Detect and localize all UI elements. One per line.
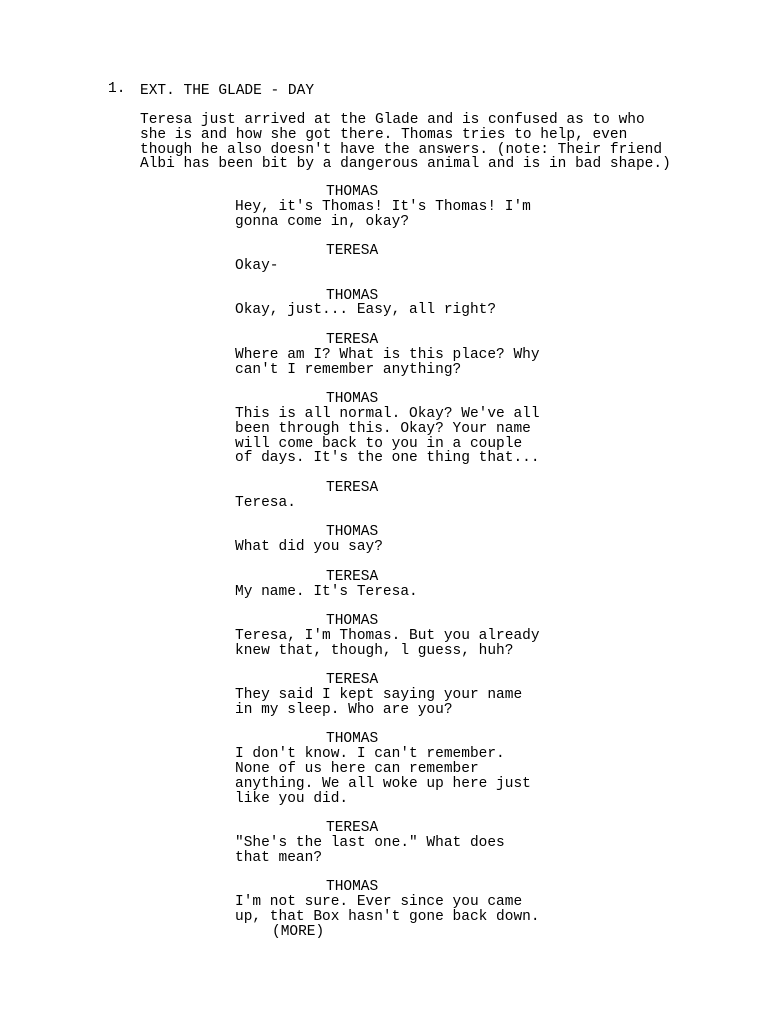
- dialogue-block: [235, 525, 715, 555]
- dialogue-block: [235, 333, 715, 377]
- dialogue-block: [235, 821, 715, 865]
- dialogue-block: [235, 185, 715, 229]
- character-name: TERESA: [326, 672, 379, 689]
- character-name: THOMAS: [326, 524, 379, 541]
- dialogue-line: Teresa, I'm Thomas. But you already knew that, though, l guess, huh?: [235, 627, 540, 659]
- dialogue-block: [235, 392, 715, 466]
- character-name: TERESA: [326, 479, 379, 496]
- character-name: THOMAS: [326, 184, 379, 200]
- dialogue-line: My name. It's Teresa.: [235, 583, 418, 600]
- dialogue-block: [235, 614, 715, 658]
- dialogue-block: [235, 289, 715, 319]
- more-continuation: (MORE): [272, 923, 325, 940]
- dialogue-block: [235, 244, 715, 274]
- dialogue-block: [235, 673, 715, 717]
- dialogue-line: Where am I? What is this place? Why can't I remember anything?: [235, 346, 540, 378]
- character-name: TERESA: [326, 243, 379, 260]
- dialogue-block: [235, 880, 715, 939]
- dialogue-line: Teresa.: [235, 494, 296, 511]
- character-name: THOMAS: [326, 879, 379, 896]
- character-name: THOMAS: [326, 287, 379, 304]
- dialogue-line: This is all normal. Okay? We've all been through this. Okay? Your name will come back to you in a couple of days. It's the one thing that...: [235, 405, 540, 467]
- dialogue-line: They said I kept saying your name in my sleep. Who are you?: [235, 687, 523, 718]
- dialogue-line: "She's the last one." What does that mean?: [235, 835, 505, 866]
- character-name: TERESA: [326, 820, 379, 837]
- dialogue-line: I don't know. I can't remember. None of us here can remember anything. We all woke up here just like you did.: [235, 746, 531, 807]
- character-name: THOMAS: [326, 613, 379, 630]
- character-name: TERESA: [326, 331, 379, 348]
- character-name: THOMAS: [326, 391, 379, 408]
- dialogue-line: Okay-: [235, 257, 279, 274]
- dialogue-section: [235, 185, 715, 954]
- scene-heading: EXT. THE GLADE - DAY: [140, 83, 315, 99]
- dialogue-block: [235, 732, 715, 806]
- dialogue-line: I'm not sure. Ever since you came up, that Box hasn't gone back down.: [235, 894, 540, 926]
- character-name: THOMAS: [326, 731, 379, 748]
- dialogue-block: [235, 570, 715, 600]
- dialogue-line: What did you say?: [235, 539, 383, 556]
- dialogue-line: Hey, it's Thomas! It's Thomas! I'm gonna come in, okay?: [235, 198, 531, 230]
- character-name: TERESA: [326, 568, 379, 585]
- action-paragraph: Teresa just arrived at the Glade and is confused as to who she is and how she got there. Thomas tries to help, even though he also doesn't have the answers. (note: Their friend Albi has been bit by a dangerous animal and is in bad shape.): [140, 112, 671, 173]
- scene-number: 1.: [108, 81, 126, 97]
- dialogue-block: [235, 481, 715, 511]
- dialogue-line: Okay, just... Easy, all right?: [235, 302, 497, 319]
